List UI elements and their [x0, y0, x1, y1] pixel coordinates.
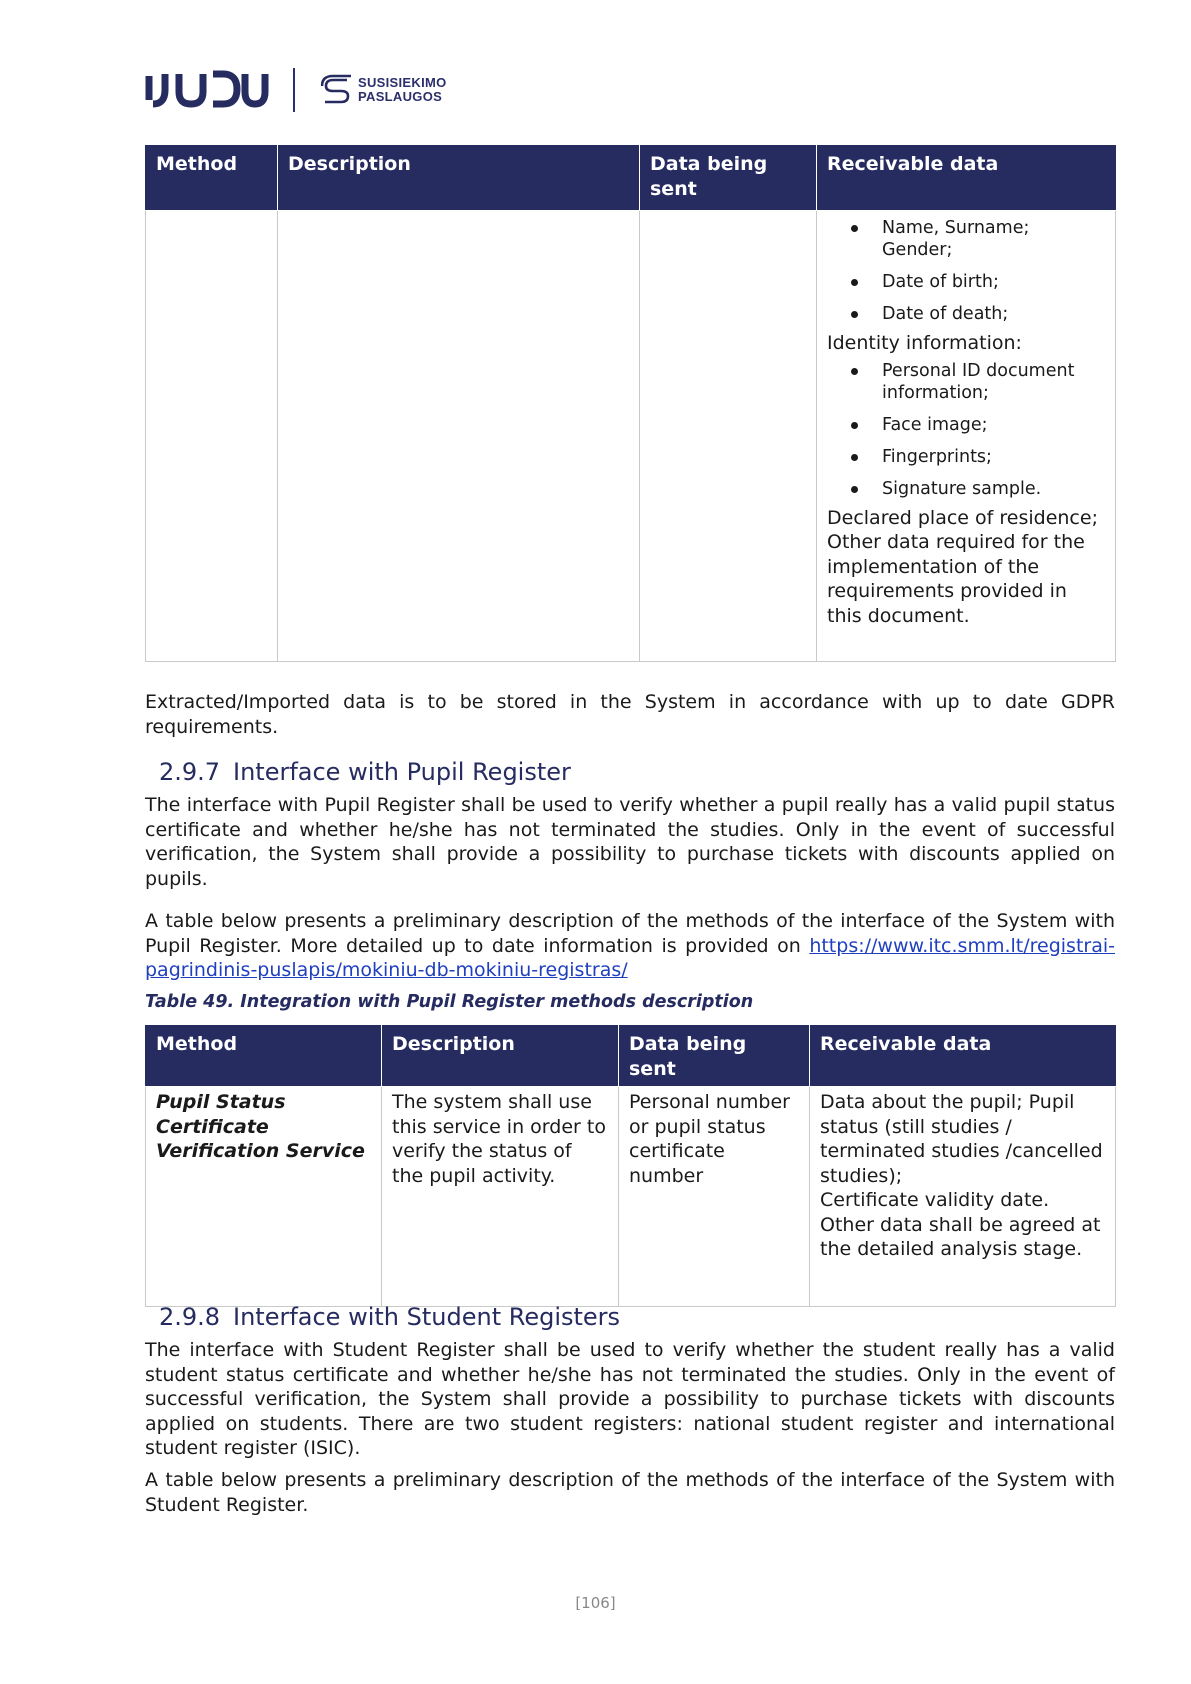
- civil-register-methods-table-continued: [145, 145, 1116, 662]
- identity-label: Identity information:: [827, 332, 1022, 354]
- list-item: Face image;: [827, 414, 1105, 436]
- table-caption: Table 49. Integration with Pupil Register methods description: [145, 992, 754, 1012]
- list-item: Personal ID document information;: [827, 360, 1105, 404]
- judu-logo: [145, 70, 269, 108]
- column-header: Data being sent: [619, 1026, 810, 1087]
- list-item: Date of birth;: [827, 271, 1105, 293]
- other-data-text: Other data required for the implementation of the requirements provided in this document.: [827, 531, 1085, 627]
- svg-text:JUDU: JUDU: [145, 70, 148, 71]
- page-number: [106]: [575, 1594, 616, 1612]
- identity-data-list: [827, 360, 1105, 500]
- list-item: Date of death;: [827, 303, 1105, 325]
- table-row: [146, 1087, 1116, 1307]
- list-item: Signature sample.: [827, 478, 1105, 500]
- receivable-data-cell: [817, 211, 1116, 662]
- list-item: Fingerprints;: [827, 446, 1105, 468]
- pupil-register-link[interactable]: https://www.itc.smm.lt/registrai-pagrindinis-puslapis/mokiniu-db-mokiniu-registras/: [145, 934, 1115, 981]
- data-sent-cell: [640, 211, 817, 662]
- description-cell: [278, 211, 640, 662]
- column-header: Method: [146, 146, 278, 211]
- data-sent-cell: Personal number or pupil status certificate number: [619, 1087, 810, 1307]
- column-header: Receivable data: [817, 146, 1116, 211]
- column-header: Receivable data: [810, 1026, 1116, 1087]
- section-number: 2.9.8: [159, 1303, 221, 1331]
- logo-divider: [293, 68, 295, 112]
- receivable-text: Certificate validity date.: [820, 1189, 1050, 1211]
- column-header: Description: [278, 146, 640, 211]
- pupil-register-paragraph: The interface with Pupil Register shall be used to verify whether a pupil really has a valid pupil status certificate and whether he/she has not terminated the studies. Only in the event of successful verification, the System shall provide a possibility to purchase tickets with discounts applied on pupils.: [145, 794, 1115, 890]
- column-header: Method: [146, 1026, 382, 1087]
- personal-data-list: [827, 217, 1105, 325]
- receivable-text: Other data shall be agreed at the detailed analysis stage.: [820, 1213, 1101, 1260]
- residence-text: Declared place of residence;: [827, 506, 1098, 529]
- table-header-row: [146, 1026, 1116, 1087]
- susisiekimo-logo-icon: [321, 74, 353, 106]
- list-item: Name, Surname; Gender;: [827, 217, 1105, 261]
- section-title: Interface with Pupil Register: [233, 758, 571, 786]
- student-register-paragraph: The interface with Student Register shall be used to verify whether the student really has a valid student status certificate and whether he/she has not terminated the studies. Only in the event of successful verification, the System shall provide a possibility to purchase tickets with discounts applied on students. There are two student registers: national student register and international student register (ISIC).: [145, 1339, 1115, 1459]
- pupil-register-table-intro: A table below presents a preliminary description of the methods of the interface of the System with Pupil Register. More detailed up to date information is provided on https://www.itc.smm.lt/registrai-pagrindinis-puslapis/mokiniu-db-mokiniu-registras/: [145, 910, 1115, 981]
- table-header-row: [146, 146, 1116, 211]
- table-row: [146, 211, 1116, 662]
- section-number: 2.9.7: [159, 758, 221, 786]
- column-header: Description: [382, 1026, 619, 1087]
- receivable-data-cell: [810, 1087, 1116, 1307]
- receivable-text: Data about the pupil; Pupil status (still studies / terminated studies /cancelled studies);: [820, 1091, 1103, 1187]
- method-cell: [146, 211, 278, 662]
- student-register-table-intro: A table below presents a preliminary description of the methods of the interface of the System with Student Register.: [145, 1469, 1115, 1516]
- method-cell: Pupil Status Certificate Verification Service: [146, 1087, 382, 1307]
- gdpr-paragraph: Extracted/Imported data is to be stored in the System in accordance with up to date GDPR requirements.: [145, 691, 1115, 738]
- column-header: Data being sent: [640, 146, 817, 211]
- section-heading-2-9-7: [159, 757, 571, 787]
- susisiekimo-logo-text: SUSISIEKIMO PASLAUGOS: [358, 75, 447, 104]
- section-heading-2-9-8: [159, 1302, 620, 1332]
- section-title: Interface with Student Registers: [233, 1303, 621, 1331]
- pupil-register-methods-table: [145, 1025, 1116, 1307]
- description-cell: The system shall use this service in order to verify the status of the pupil activity.: [382, 1087, 619, 1307]
